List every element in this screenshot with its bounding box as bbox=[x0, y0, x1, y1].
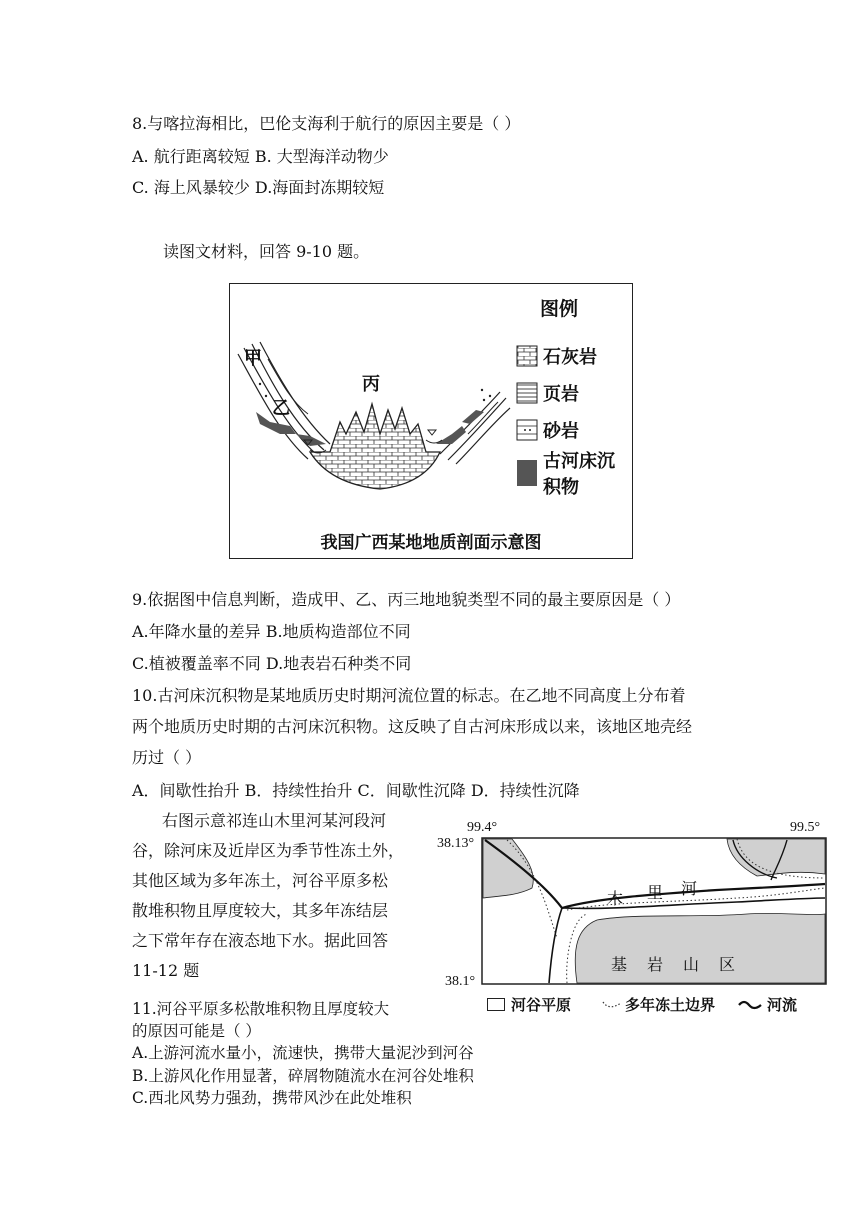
legend-valley-plain: 河谷平原 bbox=[511, 996, 572, 1014]
passage-line: 右图示意祁连山木里河某河段河 bbox=[162, 811, 387, 830]
legend-river: 河流 bbox=[767, 996, 798, 1014]
lat-bottom-label: 38.1° bbox=[445, 974, 476, 989]
legend-limestone: 石灰岩 bbox=[543, 347, 597, 368]
river-char-li: 里 bbox=[647, 883, 666, 902]
q11-option-a: A.上游河流水量小，流速快，携带大量泥沙到河谷 bbox=[132, 1044, 474, 1062]
place-bing: 丙 bbox=[362, 374, 380, 395]
lon-right-label: 99.5° bbox=[790, 820, 821, 835]
bedrock-mountain-label: 基 岩 山 区 bbox=[611, 955, 738, 974]
q9-stem: 9.依据图中信息判断，造成甲、乙、丙三地地貌类型不同的最主要原因是（ ） bbox=[132, 590, 681, 609]
passage-11-12 bbox=[132, 806, 417, 986]
passage-line: 之下常年存在液态地下水。据此回答 bbox=[132, 931, 389, 950]
place-yi: 乙 bbox=[272, 398, 290, 419]
river-swatch bbox=[737, 999, 763, 1011]
q10-line-3: 历过（ ） bbox=[132, 748, 202, 767]
geologic-profile-figure bbox=[229, 283, 633, 559]
figure-caption: 我国广西某地地质剖面示意图 bbox=[320, 533, 542, 553]
permafrost-boundary-swatch bbox=[601, 999, 623, 1011]
valley-plain-swatch bbox=[487, 998, 505, 1011]
river-char-mu: 木 bbox=[607, 889, 626, 908]
passage-line: 谷，除河床及近岸区为季节性冻土外， bbox=[132, 841, 405, 860]
q10-line-2: 两个地质历史时期的古河床沉积物。这反映了自古河床形成以来，该地区地壳经 bbox=[132, 717, 693, 736]
lon-left-label: 99.4° bbox=[467, 820, 498, 835]
q10-options: A．间歇性抬升 B．持续性抬升 C．间歇性沉降 D．持续性沉降 bbox=[132, 781, 580, 800]
q11-stem-2: 的原因可能是（ ） bbox=[132, 1022, 261, 1040]
lat-top-label: 38.13° bbox=[437, 836, 475, 851]
q11-stem-1: 11.河谷平原多松散堆积物且厚度较大 bbox=[132, 1000, 390, 1018]
map-legend bbox=[487, 994, 797, 1015]
river-char-he: 河 bbox=[681, 879, 700, 898]
legend-shale: 页岩 bbox=[543, 384, 579, 405]
q11-option-b: B.上游风化作用显著，碎屑物随流水在河谷处堆积 bbox=[132, 1067, 474, 1085]
passage-line: 11-12 题 bbox=[132, 961, 200, 980]
legend-title: 图例 bbox=[540, 298, 579, 320]
q8-options-ab: A. 航行距离较短 B. 大型海洋动物少 bbox=[132, 147, 389, 166]
passage-line: 散堆积物且厚度较大，其多年冻结层 bbox=[132, 901, 389, 920]
q10-line-1: 10.古河床沉积物是某地质历史时期河流位置的标志。在乙地不同高度上分布着 bbox=[132, 686, 686, 705]
q8-stem: 8.与喀拉海相比，巴伦支海利于航行的原因主要是（ ） bbox=[132, 114, 521, 133]
place-jia: 甲 bbox=[244, 348, 262, 369]
q8-options-cd: C. 海上风暴较少 D.海面封冻期较短 bbox=[132, 178, 385, 197]
q11-option-c: C.西北风势力强劲，携带风沙在此处堆积 bbox=[132, 1089, 412, 1107]
legend-sandstone: 砂岩 bbox=[543, 421, 579, 442]
passage-line: 其他区域为多年冻土，河谷平原多松 bbox=[132, 871, 389, 890]
legend-permafrost-boundary: 多年冻土边界 bbox=[625, 996, 716, 1014]
legend-deposit: 古河床沉积物 bbox=[543, 451, 615, 498]
q9-options-ab: A.年降水量的差异 B.地质构造部位不同 bbox=[132, 622, 411, 641]
intro-9-10: 读图文材料，回答 9-10 题。 bbox=[163, 242, 370, 261]
q9-options-cd: C.植被覆盖率不同 D.地表岩石种类不同 bbox=[132, 654, 412, 673]
